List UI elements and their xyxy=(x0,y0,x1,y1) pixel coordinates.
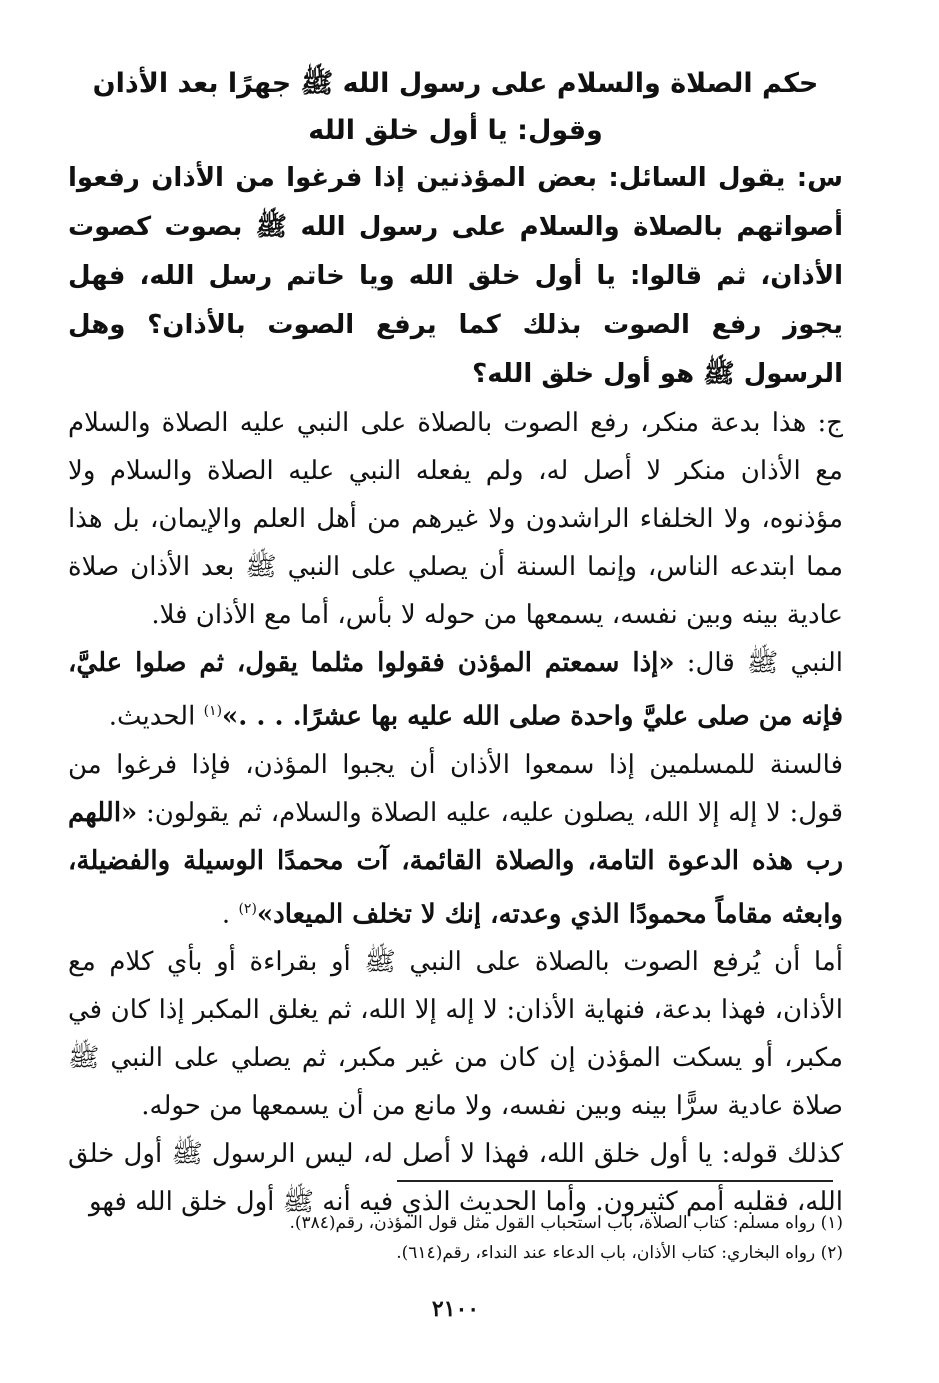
document-page xyxy=(68,60,843,1360)
question-paragraph: س: يقول السائل: بعض المؤذنين إذا فرغوا من الأذان رفعوا أصواتهم بالصلاة والسلام على رسول الله ﷺ بصوت كصوت الأذان، ثم قالوا: يا أول خلق الله ويا خاتم رسل الله، فهل يجوز رفع الصوت بذلك كما يرفع الصوت بالأذان؟ وهل الرسول ﷺ هو أول خلق الله؟ xyxy=(68,163,843,389)
footnote-ref-1[interactable]: (١) xyxy=(203,703,223,719)
answer-paragraph-5: كذلك قوله: يا أول خلق الله، فهذا لا أصل له، ليس الرسول ﷺ أول خلق الله، فقلبه أمم كثيرون. وأما الحديث الذي فيه أنه ﷺ أول خلق الله فهو xyxy=(68,1139,843,1218)
title-line-1: حكم الصلاة والسلام على رسول الله ﷺ جهرًا بعد الأذان xyxy=(92,68,819,99)
answer-paragraph-3 xyxy=(68,741,843,939)
page-number: ٢١٠٠ xyxy=(431,1296,480,1322)
hadith-lead: النبي ﷺ قال: xyxy=(674,648,843,678)
footnote-divider xyxy=(397,1180,833,1182)
hadith-quote: «إذا سمعتم المؤذن فقولوا مثلما يقول، ثم صلوا عليَّ، فإنه من صلى عليَّ واحدة صلى الله عليه بها عشرًا. . . .» xyxy=(68,648,843,732)
footnote-2: (٢) رواه البخاري: كتاب الأذان، باب الدعاء عند النداء، رقم(٦١٤). xyxy=(396,1243,843,1263)
dua-quote: «اللهم رب هذه الدعوة التامة، والصلاة القائمة، آت محمدًا الوسيلة والفضيلة، وابعثه مقاماً محمودًا الذي وعدته، إنك لا تخلف الميعاد» xyxy=(68,797,843,930)
answer-paragraph-2 xyxy=(68,639,843,741)
dua-tail: . xyxy=(221,899,239,930)
footnote-ref-2[interactable]: (٢) xyxy=(238,900,257,917)
dua-lead: فالسنة للمسلمين إذا سمعوا الأذان أن يجبوا المؤذن، فإذا فرغوا من قول: لا إله إلا الله، يصلون عليه، عليه الصلاة والسلام، ثم يقولون: xyxy=(68,749,843,828)
answer-paragraph-4: أما أن يُرفع الصوت بالصلاة على النبي ﷺ أو بقراءة أو بأي كلام مع الأذان، فهذا بدعة، فنهاية الأذان: لا إله إلا الله، ثم يغلق المكبر إذا كان في مكبر، أو يسكت المؤذن إن كان من غير مكبر، ثم يصلي على النبي ﷺ صلاة عادية سرًّا بينه وبين نفسه، ولا مانع من أن يسمعها من حوله. xyxy=(68,947,843,1122)
title-line-2: وقول: يا أول خلق الله xyxy=(308,115,603,146)
answer-paragraph-1: ج: هذا بدعة منكر، رفع الصوت بالصلاة على النبي عليه الصلاة والسلام مع الأذان منكر لا أصل له، ولم يفعله النبي عليه الصلاة والسلام ولا مؤذنوه، ولا الخلفاء الراشدون ولا غيرهم من أهل العلم والإيمان، بل هذا مما ابتدعه الناس، وإنما السنة أن يصلي على النبي ﷺ بعد الأذان صلاة عادية بينه وبين نفسه، يسمعها من حوله لا بأس، أما مع الأذان فلا. xyxy=(68,408,843,630)
footnote-1: (١) رواه مسلم: كتاب الصلاة، باب استحباب القول مثل قول المؤذن، رقم(٣٨٤). xyxy=(289,1213,843,1233)
footnotes xyxy=(68,1208,843,1268)
hadith-tail: الحديث. xyxy=(108,701,204,732)
